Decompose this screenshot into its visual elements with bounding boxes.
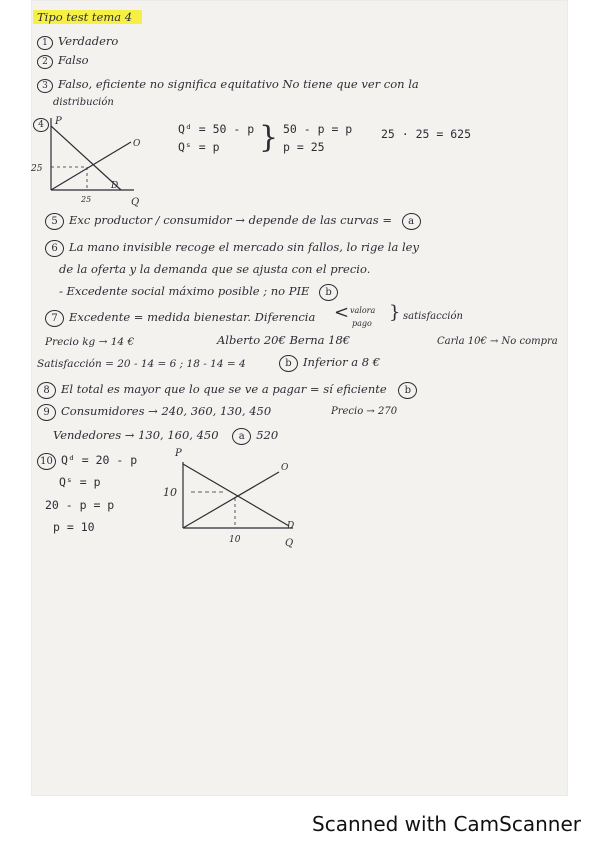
answer-9-consumers: Consumidores → 240, 360, 130, 450 (61, 404, 272, 418)
answer-9-sellers: Vendedores → 130, 160, 450 (53, 428, 219, 442)
graph-2-y-letter: P (175, 448, 182, 459)
supply-demand-graph-2 (161, 448, 311, 550)
answer-4-brace: } (259, 120, 279, 155)
answer-7-conclusion (279, 355, 380, 372)
answer-3-line-1: Falso, eficiente no significa equitativo No tiene que ver con la (58, 77, 419, 91)
graph-2-x-letter: Q (285, 538, 294, 549)
answer-7-text-1a: Excedente = medida bienestar. Diferencia (69, 310, 316, 324)
answer-7-value-bottom: pago (352, 319, 372, 328)
answer-1 (37, 34, 118, 50)
answer-9-answer: 520 (256, 428, 279, 442)
answer-10-equation-price: p = 10 (53, 520, 95, 534)
answer-6-line-1 (45, 240, 419, 257)
page-title-row (33, 10, 142, 24)
answer-7-brace: } (389, 302, 401, 323)
answer-1-text: Verdadero (58, 34, 119, 48)
answer-10-equation-equal: 20 - p = p (45, 498, 115, 512)
question-number-5: 5 (45, 213, 64, 230)
answer-10-equation-demand: Qᵈ = 20 - p (61, 453, 138, 467)
page-title: Tipo test tema 4 (33, 10, 142, 24)
answer-5 (45, 213, 426, 230)
answer-7-satisfaction: Satisfacción = 20 - 14 = 6 ; 18 - 14 = 4 (37, 358, 246, 370)
supply-demand-graph-1 (31, 112, 149, 208)
answer-6-line-2: de la oferta y la demanda que se ajusta con el precio. (59, 262, 371, 276)
question-number-4: 4 (33, 118, 49, 132)
answer-6-line-3 (59, 284, 343, 301)
question-number-8: 8 (37, 382, 56, 399)
answer-4-equation-demand: Qᵈ = 50 - p (178, 122, 255, 136)
answer-5-choice: a (402, 213, 421, 230)
answer-10-equation-supply: Qˢ = p (59, 475, 101, 489)
scanned-page (31, 0, 568, 796)
question-number-9: 9 (37, 404, 56, 421)
graph-1-x-letter: Q (131, 197, 140, 208)
graph-2-demand-line (183, 464, 289, 526)
answer-7-value-top: valora (350, 306, 376, 315)
answer-4-result-2: p = 25 (283, 140, 325, 154)
answer-8 (37, 382, 422, 399)
answer-8-choice: b (398, 382, 417, 399)
answer-9-price: Precio → 270 (331, 406, 398, 417)
answer-7-text-1b: satisfacción (403, 311, 463, 322)
answer-2 (37, 53, 89, 69)
graph-2-supply-letter: O (281, 463, 289, 473)
graph-1-y-letter: P (55, 116, 62, 127)
answer-4-area: 25 · 25 = 625 (381, 127, 472, 141)
answer-4-equation-supply: Qˢ = p (178, 140, 220, 154)
answer-7-conclusion-text: Inferior a 8 € (303, 355, 381, 369)
answer-7-line-1 (45, 310, 315, 327)
answer-2-text: Falso (58, 53, 89, 67)
answer-7-buyers: Alberto 20€ Berna 18€ (217, 333, 351, 347)
question-number-10: 10 (37, 453, 56, 470)
answer-7-price: Precio kg → 14 € (45, 336, 135, 348)
answer-5-text: Exc productor / consumidor → depende de las curvas = (69, 213, 392, 227)
answer-9-line-1 (37, 404, 271, 421)
answer-8-text: El total es mayor que lo que se ve a pagar = sí eficiente (61, 382, 387, 396)
answer-3 (37, 77, 419, 93)
graph-1-y-value: 25 (31, 164, 43, 174)
graph-1-x-value: 25 (81, 195, 92, 204)
graph-1-supply-line (51, 142, 131, 190)
graph-2-demand-letter: D (287, 521, 295, 531)
graph-2-y-value: 10 (163, 486, 177, 499)
answer-9-line-2 (53, 428, 278, 445)
graph-1-supply-letter: O (133, 139, 141, 149)
question-number-2: 2 (37, 55, 53, 69)
answer-6-text-1: La mano invisible recoge el mercado sin fallos, lo rige la ley (69, 240, 419, 254)
scanner-watermark: Scanned with CamScanner (312, 812, 581, 836)
graph-1-demand-letter: D (111, 181, 119, 191)
answer-7-bracket: < (334, 302, 350, 323)
graph-2-x-value: 10 (229, 535, 241, 545)
answer-9-choice: a (232, 428, 251, 445)
answer-7-choice: b (279, 355, 298, 372)
graph-2-supply-line (183, 472, 279, 528)
answer-7-carla: Carla 10€ → No compra (437, 336, 558, 347)
answer-3-line-2: distribución (53, 97, 114, 108)
answer-6-text-3: - Excedente social máximo posible ; no PIE (59, 284, 310, 298)
answer-4-result-1: 50 - p = p (283, 122, 353, 136)
answer-6-choice: b (319, 284, 338, 301)
question-number-7: 7 (45, 310, 64, 327)
answer-10-line-1 (37, 453, 137, 470)
question-number-3: 3 (37, 79, 53, 93)
question-number-1: 1 (37, 36, 53, 50)
question-number-6: 6 (45, 240, 64, 257)
